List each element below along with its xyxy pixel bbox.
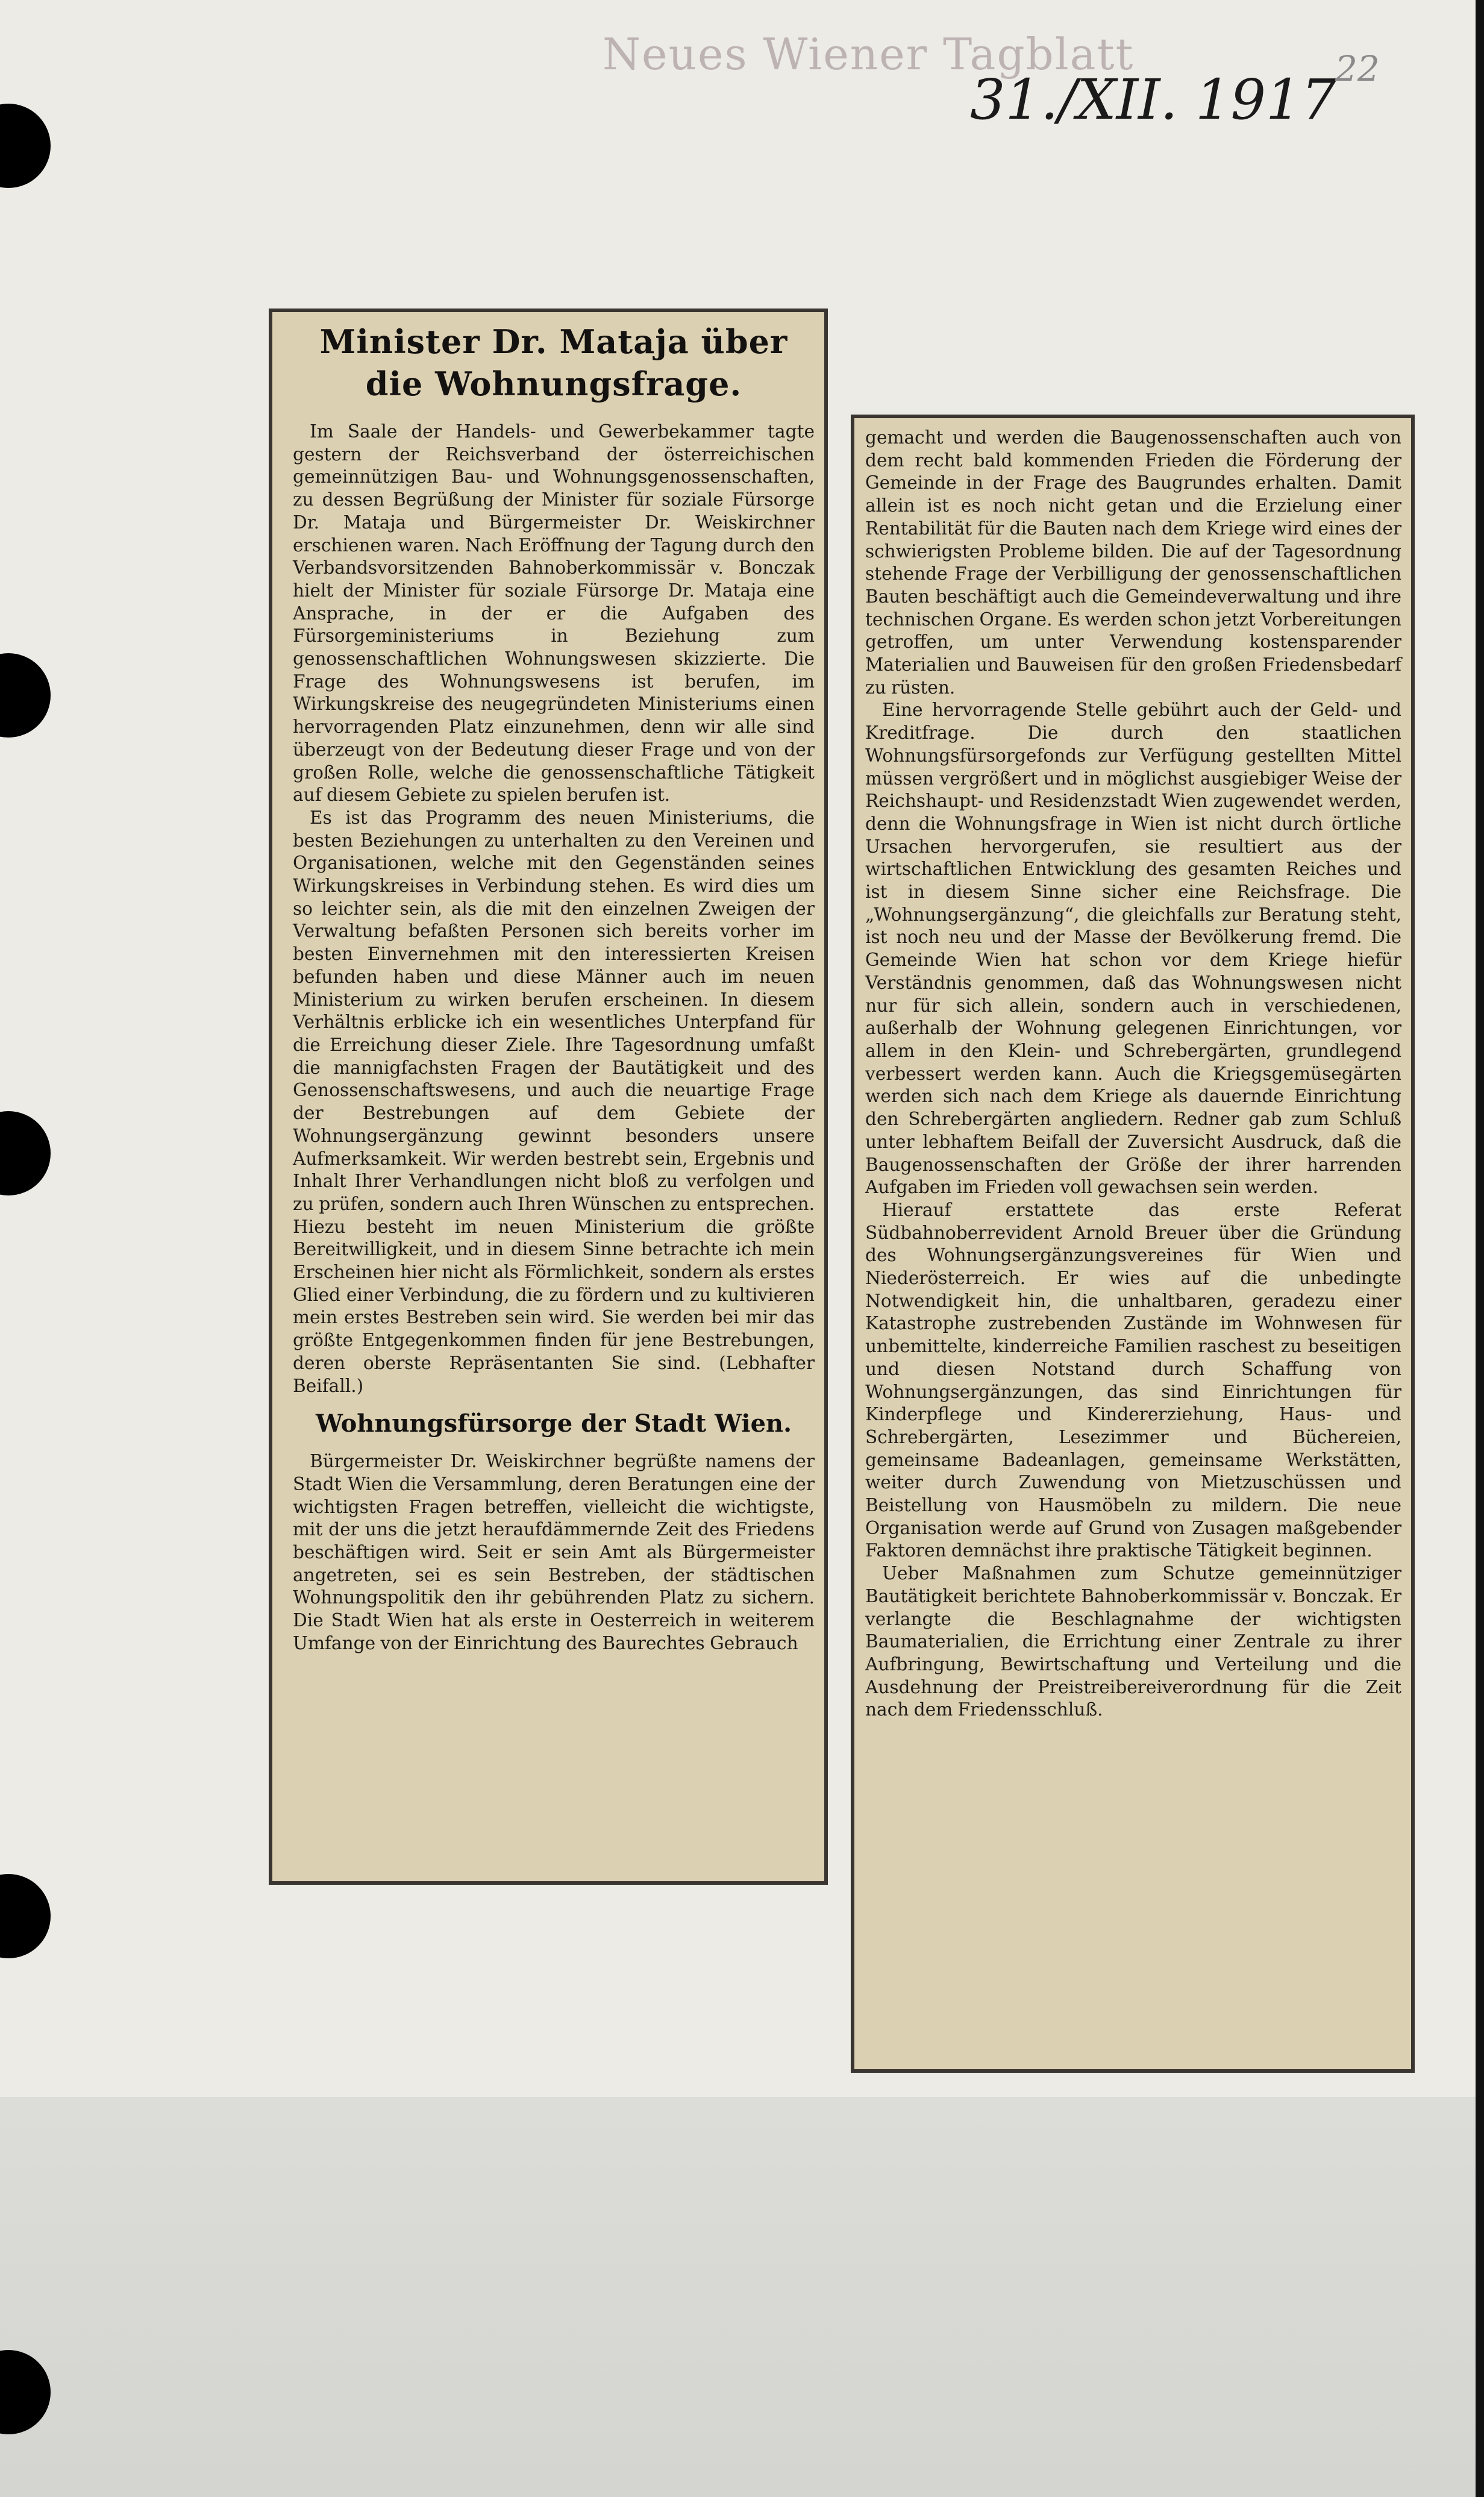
article-paragraph: Im Saale der Handels- und Gewerbekammer tagte gestern der Reichsverband der österreichischen gemeinnützigen Bau- und Wohnungsgenossenschaften, zu dessen Begrüßung der Minister für soziale Fürsorge Dr. Mataja und Bürgermeister Dr. Weiskirchner erschienen waren. Nach Eröffnung der Tagung durch den Verbandsvorsitzenden Bahnoberkommissär v. Bonczak hielt der Minister für soziale Fürsorge Dr. Mataja eine Ansprache, in der er die Aufgaben des Fürsorgeministeriums in Beziehung zum genossenschaftlichen Wohnungswesen skizzierte. Die Frage des Wohnungswesens ist berufen, im Wirkungskreise des neugegründeten Ministeriums einen hervorragenden Platz einzunehmen, denn wir alle sind überzeugt von der Bedeutung dieser Frage und von der großen Rolle, welche die genossenschaftliche Tätigkeit auf diesem Gebiete zu spielen berufen ist. [293, 421, 815, 806]
article-paragraph: Ueber Maßnahmen zum Schutze gemeinnütziger Bautätigkeit berichtete Bahnoberkommissär v. Bonczak. Er verlangte die Beschlagnahme der wichtigsten Baumaterialien, die Errichtung einer Zentrale zu ihrer Aufbringung, Bewirtschaftung und Verteilung und die Ausdehnung der Preistreibereiverordnung für die Zeit nach dem Friedensschluß. [865, 1563, 1401, 1720]
article-headline: Minister Dr. Mataja über die Wohnungsfrage. [319, 322, 788, 403]
article-subheadline: Wohnungsfürsorge der Stadt Wien. [315, 1409, 792, 1438]
page-number: 22 [1335, 48, 1380, 89]
article-paragraph: gemacht und werden die Baugenossenschaften auch von dem recht bald kommenden Frieden die Förderung der Gemeinde in der Frage des Baugrundes erhalten. Damit allein ist es noch nicht getan und die Erzielung einer Rentabilität für die Bauten nach dem Kriege wird eines der schwierigsten Probleme bilden. Die auf der Tagesordnung stehende Frage der Verbilligung der genossenschaftlichen Bauten beschäftigt auch die Gemeindeverwaltung und ihre technischen Organe. Es werden schon jetzt Vorbereitungen getroffen, um unter Verwendung kostensparender Materialien und Bauweisen für den großen Friedensbedarf zu rüsten. [865, 427, 1401, 698]
punch-hole [0, 653, 51, 738]
handwritten-date: 31./XII. 1917 [970, 67, 1337, 132]
clipping-left [269, 309, 828, 1885]
punch-hole [0, 1111, 51, 1195]
article-paragraph: Hierauf erstattete das erste Referat Südbahnoberrevident Arnold Breuer über die Gründung des Wohnungsergänzungsvereines für Wien und Niederösterreich. Er wies auf die unbedingte Notwendigkeit hin, die unhaltbaren, geradezu einer Katastrophe zustrebenden Zustände im Wohnwesen für unbemittelte, kinderreiche Familien raschest zu beseitigen und diesen Notstand durch Schaffung von Wohnungsergänzungen, das sind Einrichtungen für Kinderpflege und Kindererziehung, Haus- und Schrebergärten, Lesezimmer und Büchereien, gemeinsame Badeanlagen, gemeinsame Werkstätten, weiter durch Zuwendung von Mietzuschüssen und Beistellung von Hausmöbeln zu mildern. Die neue Organisation werde auf Grund von Zusagen maßgebender Faktoren demnächst ihre praktische Tätigkeit beginnen. [865, 1199, 1401, 1561]
punch-hole [0, 104, 51, 188]
newspaper-stamp: Neues Wiener Tagblatt [603, 29, 1135, 80]
article-paragraph: Eine hervorragende Stelle gebührt auch der Geld- und Kreditfrage. Die durch den staatlichen Wohnungsfürsorgefonds zur Verfügung gestellten Mittel müssen vergrößert und in möglichst ausgiebiger Weise der Reichshaupt- und Residenzstadt Wien zugewendet werden, denn die Wohnungsfrage in Wien ist nicht durch örtliche Ursachen hervorgerufen, sie resultiert aus der wirtschaftlichen Entwicklung des gesamten Reiches und ist in diesem Sinne sicher eine Reichsfrage. Die „Wohnungsergänzung“, die gleichfalls zur Beratung steht, ist noch neu und der Masse der Bevölkerung fremd. Die Gemeinde Wien hat schon vor dem Kriege hiefür Verständnis genommen, daß das Wohnungswesen nicht nur für sich allein, sondern auch in verschiedenen, außerhalb der Wohnung gelegenen Einrichtungen, vor allem in den Klein- und Schrebergärten, grundlegend verbessert werden kann. Auch die Kriegsgemüsegärten werden sich nach dem Kriege als dauernde Einrichtung den Schrebergärten angliedern. Redner gab zum Schluß unter lebhaftem Beifall der Zuversicht Ausdruck, daß die Baugenossenschaften der Größe der ihrer harrenden Aufgaben im Frieden voll gewachsen sein werden. [865, 700, 1401, 1198]
article-paragraph: Es ist das Programm des neuen Ministeriums, die besten Beziehungen zu unterhalten zu den Vereinen und Organisationen, welche mit den Gegenständen seines Wirkungskreises in Verbindung stehen. Es wird dies um so leichter sein, als die mit den einzelnen Zweigen der Verwaltung befaßten Personen sich bereits vorher im besten Einvernehmen mit den interessierten Kreisen befunden haben und diese Männer auch im neuen Ministerium zu wirken berufen erscheinen. In diesem Verhältnis erblicke ich ein wesentliches Unterpfand für die Erreichung dieser Ziele. Ihre Tagesordnung umfaßt die mannigfachsten Fragen der Bautätigkeit und des Genossenschaftswesens, und auch die neuartige Frage der Bestrebungen auf dem Gebiete der Wohnungsergänzung gewinnt besonders unsere Aufmerksamkeit. Wir werden bestrebt sein, Ergebnis und Inhalt Ihrer Verhandlungen nicht bloß zu verfolgen und zu prüfen, sondern auch Ihren Wünschen zu entsprechen. Hiezu besteht im neuen Ministerium die größte Bereitwilligkeit, und in diesem Sinne betrachte ich mein Erscheinen hier nicht als Förmlichkeit, sondern als erstes Glied einer Verbindung, die zu fördern und zu kultivieren mein erstes Bestreben sein wird. Sie werden bei mir das größte Entgegenkommen finden für jene Bestrebungen, deren oberste Repräsentanten Sie sind. (Lebhafter Beifall.) [293, 807, 815, 1396]
article-paragraph: Bürgermeister Dr. Weiskirchner begrüßte namens der Stadt Wien die Versammlung, deren Beratungen eine der wichtigsten Fragen betreffen, vielleicht die wichtigste, mit der uns die jetzt heraufdämmernde Zeit des Friedens beschäftigen wird. Seit er sein Amt als Bürgermeister angetreten, sei es sein Bestreben, der städtischen Wohnungspolitik den ihr gebührenden Platz zu sichern. Die Stadt Wien hat als erste in Oesterreich in weiterem Umfange von der Einrichtung des Baurechtes Gebrauch [293, 1451, 815, 1653]
punch-hole [0, 1874, 51, 1958]
clipping-right [851, 415, 1415, 2073]
sheet-lower-shade [0, 2097, 1476, 2497]
